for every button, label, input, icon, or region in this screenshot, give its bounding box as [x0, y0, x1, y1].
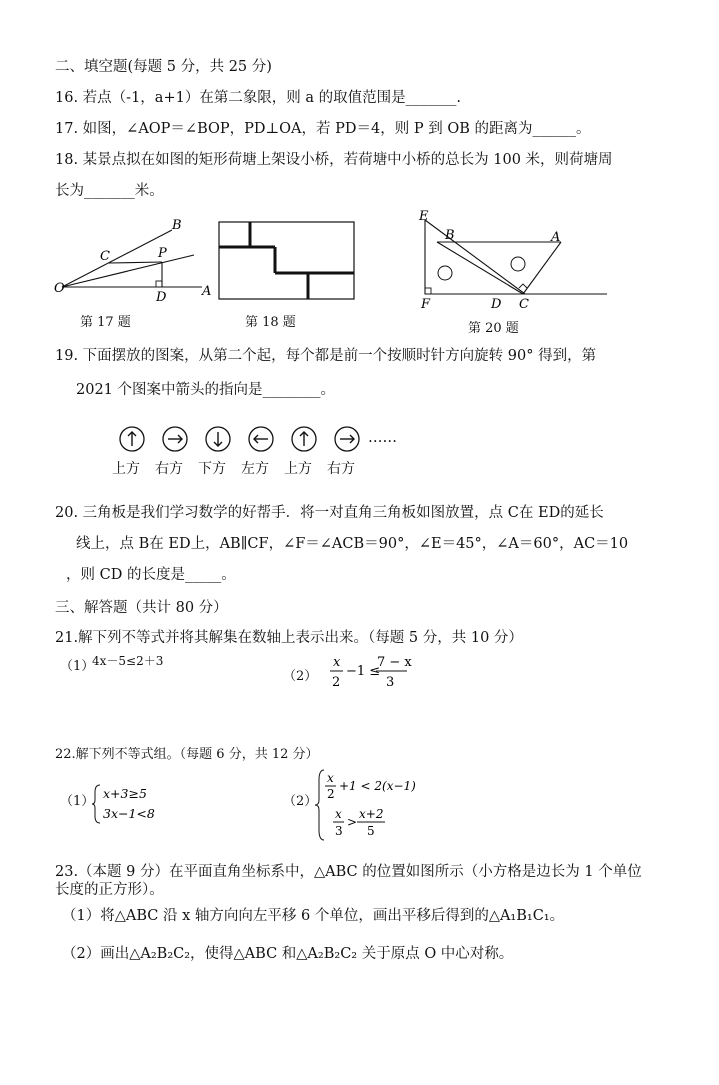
- fraction-1-numerator: x: [333, 655, 341, 670]
- label-F: F: [421, 297, 431, 310]
- q22-part-2-number: （2）: [283, 794, 318, 809]
- arrow-label: 右方: [327, 461, 355, 477]
- label-A: A: [551, 230, 561, 245]
- fraction-2-numerator: 7 − x: [377, 655, 412, 670]
- q22-part-2-system: [315, 768, 435, 844]
- label-C: C: [519, 297, 529, 310]
- label-B: B: [172, 218, 182, 233]
- label-B: B: [445, 228, 455, 243]
- question-18-line-2: 长为_______米。: [55, 183, 164, 199]
- question-19-line-2: 2021 个图案中箭头的指向是________。: [76, 382, 336, 398]
- figure-18: [218, 221, 356, 301]
- q21-part-2-number: （2）: [283, 669, 318, 684]
- arrow-label: 上方: [112, 461, 140, 477]
- question-20-line-3: ，则 CD 的长度是_____。: [66, 567, 236, 583]
- label-C: C: [100, 249, 110, 264]
- label-O: O: [54, 281, 65, 296]
- system-2-frac-1-numerator: x: [327, 771, 334, 785]
- arrow-circle-right-icon: [161, 425, 189, 453]
- question-23-step-2: （2）画出△A₂B₂C₂，使得△ABC 和△A₂B₂C₂ 关于原点 O 中心对称。: [62, 946, 514, 962]
- question-22: 22.解下列不等式组。（每题 6 分，共 12 分）: [55, 747, 319, 762]
- question-20-line-1: 20. 三角板是我们学习数学的好帮手．将一对直角三角板如图放置，点 C在 ED的延长: [55, 505, 604, 521]
- question-23-line-2: 长度的正方形）。: [55, 882, 164, 898]
- arrow-label: 右方: [155, 461, 183, 477]
- system-2-frac-1-denominator: 2: [327, 787, 335, 801]
- figure-18-caption: 第 18 题: [245, 315, 296, 330]
- system-2-frac-2-denominator: 3: [335, 824, 343, 838]
- arrow-label: 下方: [198, 461, 226, 477]
- question-23-line-1: 23.（本题 9 分）在平面直角坐标系中，△ABC 的位置如图所示（小方格是边长为 1 个单位: [55, 864, 642, 880]
- arrow-label: 左方: [241, 461, 269, 477]
- question-16: 16. 若点（-1，a+1）在第二象限，则 a 的取值范围是_______.: [55, 90, 462, 106]
- system-2-frac-3-denominator: 5: [367, 824, 375, 838]
- fraction-1-denominator: 2: [332, 675, 341, 690]
- figure-17: [52, 215, 222, 305]
- section-3-heading: 三、解答题（共计 80 分）: [55, 600, 228, 616]
- figure-20-caption: 第 20 题: [468, 321, 519, 336]
- label-P: P: [158, 246, 167, 261]
- arrow-circle-up-icon: [290, 425, 318, 453]
- inequality-middle: −1 ≤: [346, 664, 381, 679]
- arrow-circle-down-icon: [204, 425, 232, 453]
- fraction-2-denominator: 3: [386, 675, 395, 690]
- arrow-circle-left-icon: [247, 425, 275, 453]
- system-2-line-1-rest: +1 < 2(x−1): [339, 779, 416, 793]
- q21-part-2-expression: [325, 650, 415, 694]
- q22-part-1-system: [92, 782, 172, 826]
- arrow-circle-right-icon: [333, 425, 361, 453]
- question-20-line-2: 线上，点 B在 ED上，AB∥CF，∠F＝∠ACB＝90°，∠E＝45°，∠A＝60°，AC＝10: [76, 536, 629, 552]
- ellipsis: ……: [368, 430, 397, 446]
- question-23-step-1: （1）将△ABC 沿 x 轴方向向左平移 6 个单位，画出平移后得到的△A₁B₁C₁。: [62, 908, 565, 924]
- system-1-line-2: 3x−1<8: [103, 806, 155, 821]
- question-19-line-1: 19. 下面摆放的图案，从第二个起，每个都是前一个按顺时针方向旋转 90° 得到，第: [55, 348, 597, 364]
- system-2-frac-2-numerator: x: [335, 807, 342, 821]
- q22-part-1-number: （1）: [60, 794, 95, 809]
- question-17: 17. 如图，∠AOP＝∠BOP，PD⊥OA，若 PD＝4，则 P 到 OB 的距离为______。: [55, 121, 591, 137]
- figure-17-caption: 第 17 题: [80, 315, 131, 330]
- q21-part-1-expression: 4x－5≤2＋3: [92, 654, 164, 668]
- figure-20: [415, 208, 611, 310]
- arrow-circle-up-icon: [118, 425, 146, 453]
- arrow-label: 上方: [284, 461, 312, 477]
- system-2-frac-3-numerator: x+2: [359, 807, 384, 821]
- label-A: A: [202, 284, 212, 299]
- question-21: 21.解下列不等式并将其解集在数轴上表示出来。（每题 5 分，共 10 分）: [55, 630, 523, 646]
- label-D: D: [491, 297, 502, 310]
- system-2-greater-than: >: [347, 815, 358, 829]
- system-1-line-1: x+3≥5: [103, 786, 147, 801]
- question-18-line-1: 18. 某景点拟在如图的矩形荷塘上架设小桥，若荷塘中小桥的总长为 100 米，则荷塘周: [55, 152, 613, 168]
- label-D: D: [156, 290, 167, 305]
- section-2-heading: 二、填空题(每题 5 分，共 25 分): [55, 59, 272, 75]
- q21-part-1-number: （1）: [60, 659, 95, 674]
- label-E: E: [419, 209, 429, 224]
